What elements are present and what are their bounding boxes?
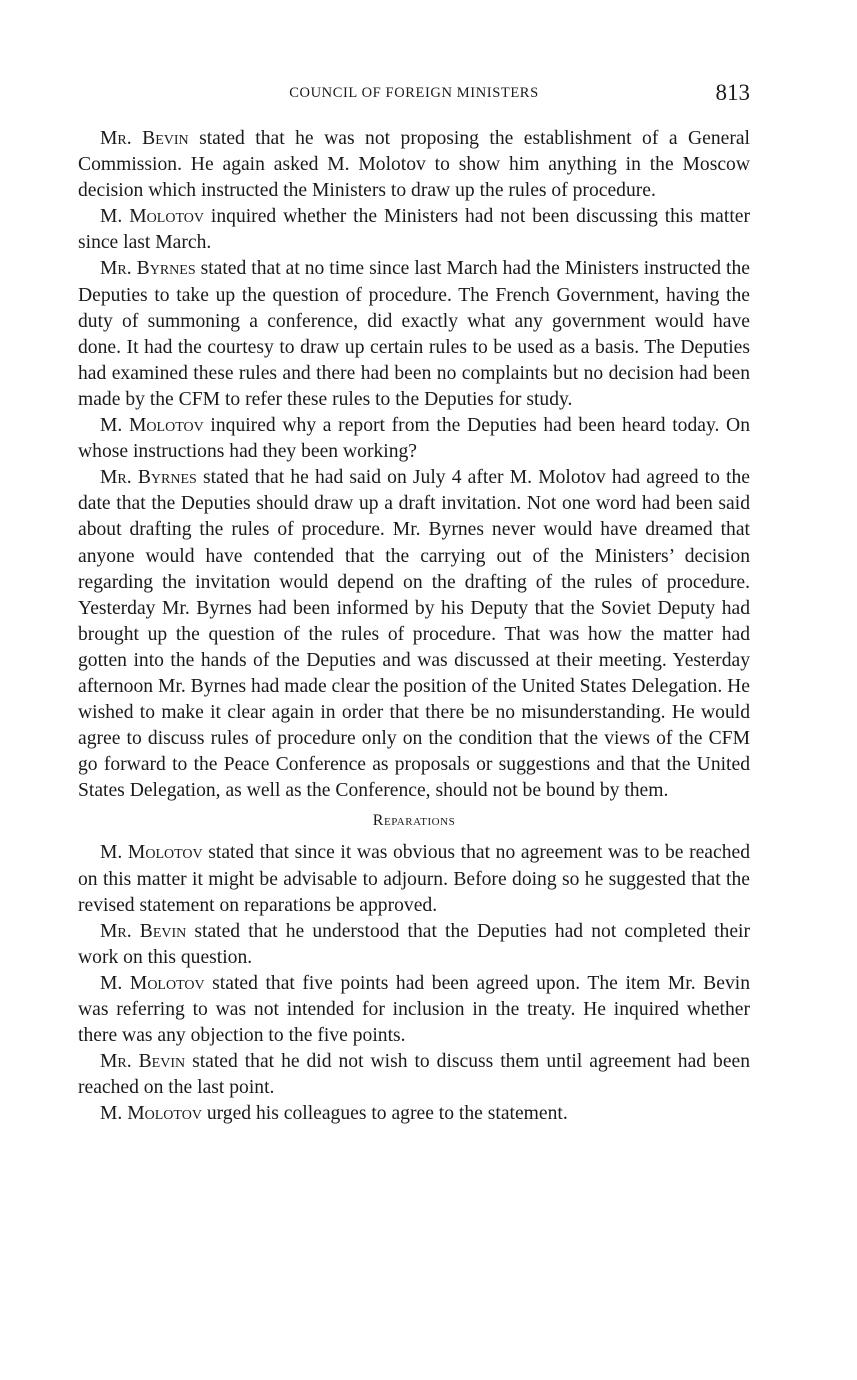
running-head: COUNCIL OF FOREIGN MINISTERS xyxy=(289,85,539,101)
paragraph xyxy=(78,204,750,256)
speaker-name: M. Molotov xyxy=(100,206,204,228)
paragraph xyxy=(78,465,750,804)
speaker-name: Mr. Byrnes xyxy=(100,258,196,280)
paragraph-text: stated that at no time since last March had the Ministers instructed the Deputies to take up the question of procedure. The French Government, having the duty of summoning a conference, did exactly what any government would have done. It had the courtesy to draw up certain rules to be used as a basis. The Deputies had examined these rules and there had been no complaints but no decision had been made by the CFM to refer these rules to the Deputies for study. xyxy=(78,258,750,410)
paragraph xyxy=(78,919,750,971)
paragraph-text: stated that five points had been agreed upon. The item Mr. Bevin was referring to was not intended for inclusion in the treaty. He inquired whether there was any objection to the five points. xyxy=(78,972,750,1047)
paragraph xyxy=(78,413,750,465)
paragraph xyxy=(78,1049,750,1101)
section-heading: Reparations xyxy=(372,812,456,830)
paragraph xyxy=(78,256,750,413)
paragraph xyxy=(78,971,750,1049)
speaker-name: M. Molotov xyxy=(100,842,203,864)
page-number: 813 xyxy=(715,80,750,105)
speaker-name: Mr. Bevin xyxy=(100,920,187,942)
document-body xyxy=(78,126,750,1127)
speaker-name: Mr. Bevin xyxy=(100,1051,186,1073)
speaker-name: M. Molotov xyxy=(100,972,205,994)
paragraph-text: stated that since it was obvious that no agreement was to be reached on this matter it might be advisable to adjourn. Before doing so he suggested that the revised statement on reparations be approved. xyxy=(78,842,750,916)
paragraph xyxy=(78,126,750,204)
paragraph xyxy=(78,840,750,918)
speaker-name: M. Molotov xyxy=(100,1103,202,1125)
paragraph-text: inquired whether the Ministers had not been discussing this matter since last March. xyxy=(78,206,750,254)
paragraph-text: stated that he was not proposing the establishment of a General Commission. He again asked M. Molotov to show him anything in the Moscow decision which instructed the Ministers to draw up the rules of procedure. xyxy=(78,128,750,202)
paragraph-text: urged his colleagues to agree to the statement. xyxy=(201,1103,568,1125)
speaker-name: M. Molotov xyxy=(100,415,204,437)
paragraph-text: stated that he had said on July 4 after M. Molotov had agreed to the date that the Deputies should draw up a draft invitation. Not one word had been said about drafting the rules of procedure. Mr. Byrnes never would have dreamed that anyone would have contended that the carrying out of the Ministers’ decision regarding the invitation would depend on the drafting of the rules of procedure. Yesterday Mr. Byrnes had been informed by his Deputy that the Soviet Deputy had brought up the question of the rules of procedure. That was how the matter had gotten into the hands of the Deputies and was discussed at their meeting. Yesterday afternoon Mr. Byrnes had made clear the position of the United States Delegation. He wished to make it clear again in order that there be no misunderstanding. He would agree to discuss rules of procedure only on the condition that the views of the CFM go forward to the Peace Conference as proposals or suggestions and that the United States Delegation, as well as the Conference, should not be bound by them. xyxy=(78,467,750,802)
paragraph-text: stated that he understood that the Deputies had not completed their work on this question. xyxy=(78,920,751,968)
speaker-name: Mr. Byrnes xyxy=(100,467,197,489)
paragraph-text: inquired why a report from the Deputies had been heard today. On whose instructions had they been working? xyxy=(78,415,750,463)
speaker-name: Mr. Bevin xyxy=(100,128,189,149)
paragraph xyxy=(78,1101,750,1127)
page-header xyxy=(78,80,750,108)
paragraph-text: stated that he did not wish to discuss them until agreement had been reached on the last point. xyxy=(78,1051,751,1099)
